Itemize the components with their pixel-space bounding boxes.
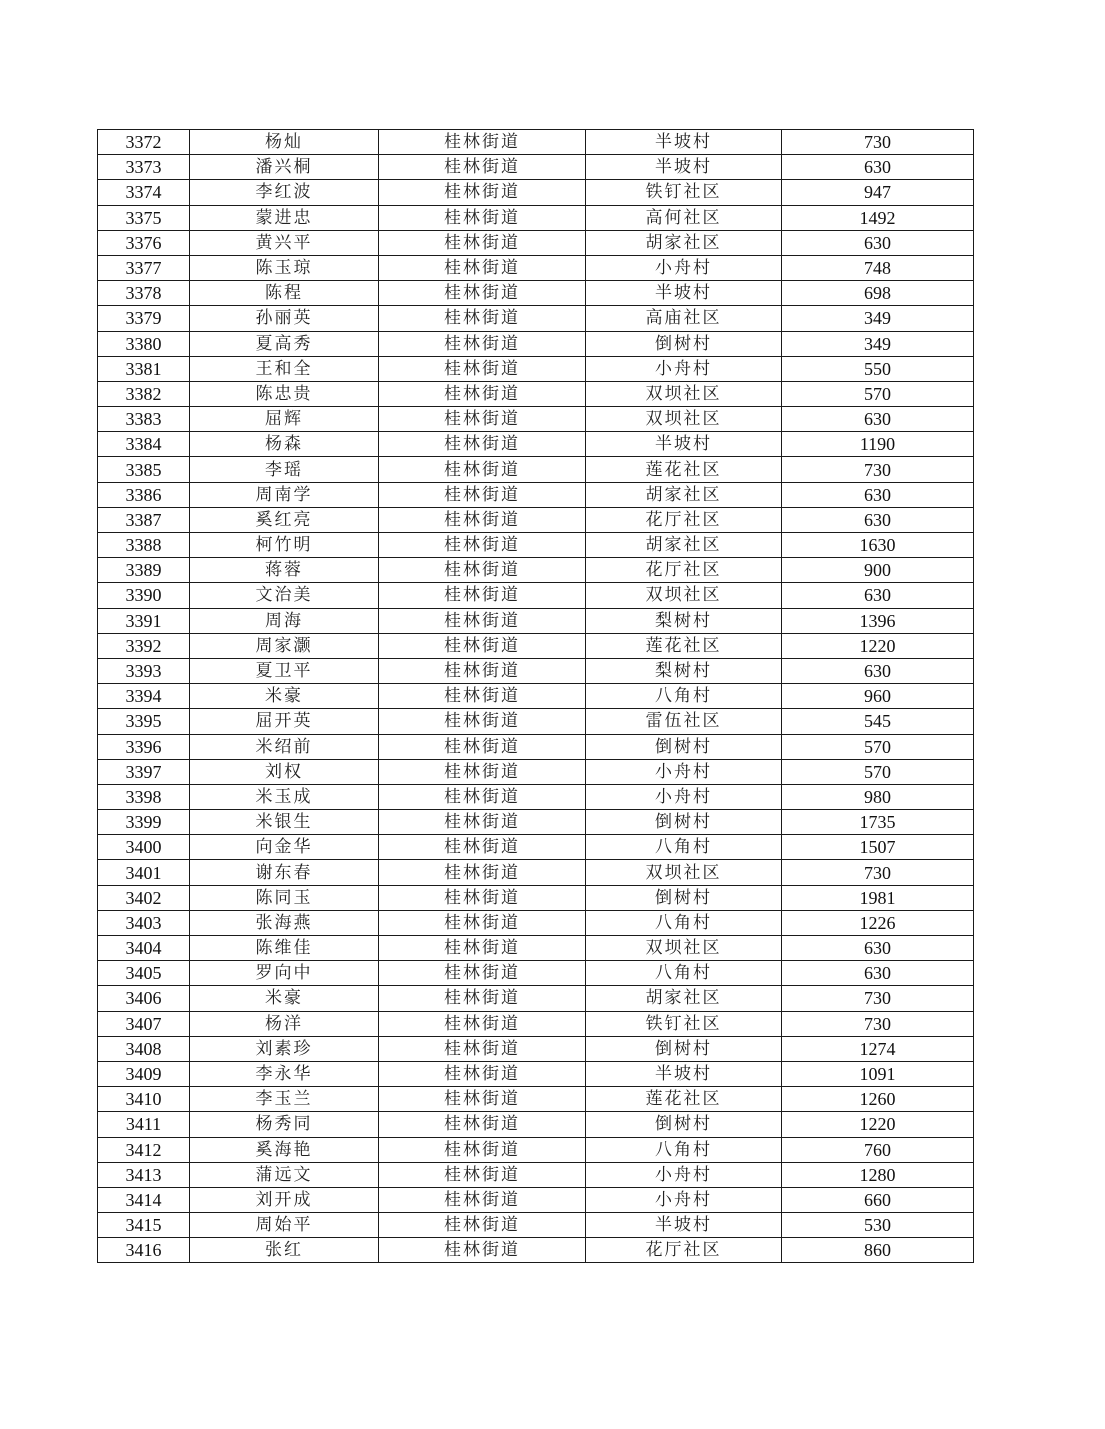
amount-cell: 630 — [782, 482, 974, 507]
village-cell: 莲花社区 — [586, 457, 782, 482]
village-cell: 铁钉社区 — [586, 180, 782, 205]
table-row — [98, 1061, 974, 1086]
street-cell: 桂林街道 — [379, 784, 586, 809]
village-cell: 倒树村 — [586, 734, 782, 759]
village-cell: 双坝社区 — [586, 583, 782, 608]
village-cell: 八角村 — [586, 1137, 782, 1162]
village-cell: 花厅社区 — [586, 558, 782, 583]
village-cell: 半坡村 — [586, 432, 782, 457]
street-cell: 桂林街道 — [379, 1112, 586, 1137]
row-number-cell: 3394 — [98, 684, 190, 709]
street-cell: 桂林街道 — [379, 331, 586, 356]
row-number-cell: 3395 — [98, 709, 190, 734]
table-row — [98, 558, 974, 583]
person-name-cell: 米绍前 — [190, 734, 379, 759]
row-number-cell: 3413 — [98, 1162, 190, 1187]
street-cell: 桂林街道 — [379, 860, 586, 885]
village-cell: 倒树村 — [586, 1112, 782, 1137]
amount-cell: 947 — [782, 180, 974, 205]
amount-cell: 630 — [782, 507, 974, 532]
village-cell: 花厅社区 — [586, 1238, 782, 1263]
table-row — [98, 709, 974, 734]
street-cell: 桂林街道 — [379, 709, 586, 734]
village-cell: 双坝社区 — [586, 936, 782, 961]
village-cell: 双坝社区 — [586, 407, 782, 432]
table-row — [98, 331, 974, 356]
amount-cell: 1091 — [782, 1061, 974, 1086]
amount-cell: 630 — [782, 583, 974, 608]
village-cell: 小舟村 — [586, 356, 782, 381]
table-row — [98, 784, 974, 809]
table-row — [98, 1112, 974, 1137]
table-row — [98, 885, 974, 910]
table-row — [98, 986, 974, 1011]
person-name-cell: 奚海艳 — [190, 1137, 379, 1162]
street-cell: 桂林街道 — [379, 180, 586, 205]
table-row — [98, 961, 974, 986]
person-name-cell: 陈玉琼 — [190, 255, 379, 280]
village-cell: 小舟村 — [586, 759, 782, 784]
street-cell: 桂林街道 — [379, 281, 586, 306]
amount-cell: 960 — [782, 684, 974, 709]
row-number-cell: 3390 — [98, 583, 190, 608]
row-number-cell: 3414 — [98, 1187, 190, 1212]
amount-cell: 1735 — [782, 810, 974, 835]
street-cell: 桂林街道 — [379, 1137, 586, 1162]
amount-cell: 630 — [782, 961, 974, 986]
person-name-cell: 周家灏 — [190, 633, 379, 658]
table-row — [98, 306, 974, 331]
row-number-cell: 3411 — [98, 1112, 190, 1137]
row-number-cell: 3399 — [98, 810, 190, 835]
table-row — [98, 583, 974, 608]
street-cell: 桂林街道 — [379, 482, 586, 507]
row-number-cell: 3416 — [98, 1238, 190, 1263]
amount-cell: 570 — [782, 381, 974, 406]
row-number-cell: 3373 — [98, 155, 190, 180]
amount-cell: 1630 — [782, 533, 974, 558]
person-name-cell: 蒲远文 — [190, 1162, 379, 1187]
amount-cell: 980 — [782, 784, 974, 809]
street-cell: 桂林街道 — [379, 936, 586, 961]
roster-table — [97, 129, 974, 1263]
village-cell: 半坡村 — [586, 130, 782, 155]
table-row — [98, 130, 974, 155]
village-cell: 胡家社区 — [586, 482, 782, 507]
village-cell: 双坝社区 — [586, 860, 782, 885]
village-cell: 小舟村 — [586, 1187, 782, 1212]
person-name-cell: 李玉兰 — [190, 1087, 379, 1112]
table-row — [98, 1087, 974, 1112]
village-cell: 胡家社区 — [586, 986, 782, 1011]
person-name-cell: 奚红亮 — [190, 507, 379, 532]
table-row — [98, 633, 974, 658]
village-cell: 梨树村 — [586, 608, 782, 633]
table-row — [98, 255, 974, 280]
row-number-cell: 3377 — [98, 255, 190, 280]
row-number-cell: 3415 — [98, 1213, 190, 1238]
street-cell: 桂林街道 — [379, 155, 586, 180]
street-cell: 桂林街道 — [379, 507, 586, 532]
person-name-cell: 周始平 — [190, 1213, 379, 1238]
street-cell: 桂林街道 — [379, 1238, 586, 1263]
amount-cell: 570 — [782, 759, 974, 784]
table-row — [98, 734, 974, 759]
street-cell: 桂林街道 — [379, 608, 586, 633]
row-number-cell: 3375 — [98, 205, 190, 230]
village-cell: 八角村 — [586, 835, 782, 860]
table-row — [98, 205, 974, 230]
row-number-cell: 3386 — [98, 482, 190, 507]
amount-cell: 698 — [782, 281, 974, 306]
street-cell: 桂林街道 — [379, 533, 586, 558]
street-cell: 桂林街道 — [379, 583, 586, 608]
amount-cell: 900 — [782, 558, 974, 583]
street-cell: 桂林街道 — [379, 130, 586, 155]
person-name-cell: 屈开英 — [190, 709, 379, 734]
amount-cell: 1492 — [782, 205, 974, 230]
person-name-cell: 蒙进忠 — [190, 205, 379, 230]
street-cell: 桂林街道 — [379, 1213, 586, 1238]
street-cell: 桂林街道 — [379, 1011, 586, 1036]
table-row — [98, 381, 974, 406]
amount-cell: 860 — [782, 1238, 974, 1263]
village-cell: 莲花社区 — [586, 633, 782, 658]
person-name-cell: 陈同玉 — [190, 885, 379, 910]
table-row — [98, 1238, 974, 1263]
row-number-cell: 3398 — [98, 784, 190, 809]
street-cell: 桂林街道 — [379, 407, 586, 432]
row-number-cell: 3404 — [98, 936, 190, 961]
amount-cell: 349 — [782, 306, 974, 331]
row-number-cell: 3388 — [98, 533, 190, 558]
street-cell: 桂林街道 — [379, 306, 586, 331]
village-cell: 倒树村 — [586, 810, 782, 835]
person-name-cell: 张红 — [190, 1238, 379, 1263]
amount-cell: 630 — [782, 230, 974, 255]
street-cell: 桂林街道 — [379, 986, 586, 1011]
amount-cell: 730 — [782, 130, 974, 155]
village-cell: 半坡村 — [586, 281, 782, 306]
table-row — [98, 356, 974, 381]
village-cell: 高庙社区 — [586, 306, 782, 331]
street-cell: 桂林街道 — [379, 1162, 586, 1187]
village-cell: 胡家社区 — [586, 230, 782, 255]
amount-cell: 1981 — [782, 885, 974, 910]
amount-cell: 730 — [782, 1011, 974, 1036]
village-cell: 半坡村 — [586, 1213, 782, 1238]
person-name-cell: 文治美 — [190, 583, 379, 608]
row-number-cell: 3383 — [98, 407, 190, 432]
street-cell: 桂林街道 — [379, 1187, 586, 1212]
row-number-cell: 3376 — [98, 230, 190, 255]
amount-cell: 1190 — [782, 432, 974, 457]
amount-cell: 730 — [782, 860, 974, 885]
street-cell: 桂林街道 — [379, 1061, 586, 1086]
person-name-cell: 米玉成 — [190, 784, 379, 809]
person-name-cell: 陈程 — [190, 281, 379, 306]
village-cell: 半坡村 — [586, 1061, 782, 1086]
table-row — [98, 407, 974, 432]
village-cell: 雷伍社区 — [586, 709, 782, 734]
amount-cell: 730 — [782, 986, 974, 1011]
village-cell: 八角村 — [586, 684, 782, 709]
amount-cell: 1220 — [782, 633, 974, 658]
person-name-cell: 夏高秀 — [190, 331, 379, 356]
person-name-cell: 李永华 — [190, 1061, 379, 1086]
row-number-cell: 3379 — [98, 306, 190, 331]
amount-cell: 630 — [782, 936, 974, 961]
street-cell: 桂林街道 — [379, 230, 586, 255]
table-row — [98, 684, 974, 709]
row-number-cell: 3378 — [98, 281, 190, 306]
person-name-cell: 谢东春 — [190, 860, 379, 885]
amount-cell: 349 — [782, 331, 974, 356]
person-name-cell: 米豪 — [190, 986, 379, 1011]
street-cell: 桂林街道 — [379, 356, 586, 381]
village-cell: 铁钉社区 — [586, 1011, 782, 1036]
person-name-cell: 杨洋 — [190, 1011, 379, 1036]
person-name-cell: 孙丽英 — [190, 306, 379, 331]
table-row — [98, 835, 974, 860]
row-number-cell: 3396 — [98, 734, 190, 759]
table-row — [98, 1187, 974, 1212]
street-cell: 桂林街道 — [379, 961, 586, 986]
person-name-cell: 屈辉 — [190, 407, 379, 432]
row-number-cell: 3412 — [98, 1137, 190, 1162]
street-cell: 桂林街道 — [379, 734, 586, 759]
amount-cell: 545 — [782, 709, 974, 734]
table-row — [98, 230, 974, 255]
person-name-cell: 周南学 — [190, 482, 379, 507]
person-name-cell: 杨灿 — [190, 130, 379, 155]
village-cell: 倒树村 — [586, 331, 782, 356]
row-number-cell: 3387 — [98, 507, 190, 532]
amount-cell: 1396 — [782, 608, 974, 633]
table-row — [98, 608, 974, 633]
street-cell: 桂林街道 — [379, 810, 586, 835]
amount-cell: 1274 — [782, 1036, 974, 1061]
street-cell: 桂林街道 — [379, 457, 586, 482]
village-cell: 花厅社区 — [586, 507, 782, 532]
table-row — [98, 457, 974, 482]
table-row — [98, 936, 974, 961]
table-row — [98, 810, 974, 835]
table-row — [98, 507, 974, 532]
table-row — [98, 759, 974, 784]
person-name-cell: 向金华 — [190, 835, 379, 860]
row-number-cell: 3384 — [98, 432, 190, 457]
table-row — [98, 533, 974, 558]
street-cell: 桂林街道 — [379, 910, 586, 935]
village-cell: 倒树村 — [586, 885, 782, 910]
person-name-cell: 李瑶 — [190, 457, 379, 482]
person-name-cell: 米银生 — [190, 810, 379, 835]
amount-cell: 530 — [782, 1213, 974, 1238]
person-name-cell: 陈忠贵 — [190, 381, 379, 406]
amount-cell: 630 — [782, 658, 974, 683]
roster-table-body — [98, 130, 974, 1263]
person-name-cell: 夏卫平 — [190, 658, 379, 683]
street-cell: 桂林街道 — [379, 1087, 586, 1112]
street-cell: 桂林街道 — [379, 759, 586, 784]
person-name-cell: 李红波 — [190, 180, 379, 205]
amount-cell: 570 — [782, 734, 974, 759]
table-row — [98, 1036, 974, 1061]
row-number-cell: 3372 — [98, 130, 190, 155]
row-number-cell: 3403 — [98, 910, 190, 935]
amount-cell: 760 — [782, 1137, 974, 1162]
table-row — [98, 180, 974, 205]
row-number-cell: 3405 — [98, 961, 190, 986]
person-name-cell: 米豪 — [190, 684, 379, 709]
person-name-cell: 刘开成 — [190, 1187, 379, 1212]
amount-cell: 1226 — [782, 910, 974, 935]
person-name-cell: 蒋蓉 — [190, 558, 379, 583]
village-cell: 小舟村 — [586, 255, 782, 280]
row-number-cell: 3382 — [98, 381, 190, 406]
person-name-cell: 陈维佳 — [190, 936, 379, 961]
row-number-cell: 3401 — [98, 860, 190, 885]
street-cell: 桂林街道 — [379, 205, 586, 230]
table-row — [98, 482, 974, 507]
amount-cell: 630 — [782, 407, 974, 432]
table-row — [98, 658, 974, 683]
amount-cell: 550 — [782, 356, 974, 381]
person-name-cell: 张海燕 — [190, 910, 379, 935]
table-row — [98, 1213, 974, 1238]
row-number-cell: 3406 — [98, 986, 190, 1011]
amount-cell: 1260 — [782, 1087, 974, 1112]
street-cell: 桂林街道 — [379, 835, 586, 860]
village-cell: 八角村 — [586, 961, 782, 986]
row-number-cell: 3400 — [98, 835, 190, 860]
row-number-cell: 3385 — [98, 457, 190, 482]
person-name-cell: 潘兴桐 — [190, 155, 379, 180]
row-number-cell: 3380 — [98, 331, 190, 356]
person-name-cell: 罗向中 — [190, 961, 379, 986]
street-cell: 桂林街道 — [379, 633, 586, 658]
amount-cell: 660 — [782, 1187, 974, 1212]
village-cell: 胡家社区 — [586, 533, 782, 558]
row-number-cell: 3381 — [98, 356, 190, 381]
row-number-cell: 3391 — [98, 608, 190, 633]
street-cell: 桂林街道 — [379, 558, 586, 583]
village-cell: 小舟村 — [586, 784, 782, 809]
street-cell: 桂林街道 — [379, 684, 586, 709]
amount-cell: 1280 — [782, 1162, 974, 1187]
street-cell: 桂林街道 — [379, 381, 586, 406]
row-number-cell: 3393 — [98, 658, 190, 683]
table-row — [98, 155, 974, 180]
row-number-cell: 3402 — [98, 885, 190, 910]
table-row — [98, 860, 974, 885]
street-cell: 桂林街道 — [379, 885, 586, 910]
table-row — [98, 910, 974, 935]
table-row — [98, 1137, 974, 1162]
village-cell: 半坡村 — [586, 155, 782, 180]
person-name-cell: 刘素珍 — [190, 1036, 379, 1061]
row-number-cell: 3374 — [98, 180, 190, 205]
person-name-cell: 刘权 — [190, 759, 379, 784]
person-name-cell: 杨秀同 — [190, 1112, 379, 1137]
village-cell: 双坝社区 — [586, 381, 782, 406]
street-cell: 桂林街道 — [379, 432, 586, 457]
row-number-cell: 3407 — [98, 1011, 190, 1036]
row-number-cell: 3410 — [98, 1087, 190, 1112]
table-row — [98, 281, 974, 306]
amount-cell: 1220 — [782, 1112, 974, 1137]
person-name-cell: 王和全 — [190, 356, 379, 381]
amount-cell: 630 — [782, 155, 974, 180]
table-row — [98, 1162, 974, 1187]
person-name-cell: 杨森 — [190, 432, 379, 457]
amount-cell: 1507 — [782, 835, 974, 860]
table-row — [98, 432, 974, 457]
person-name-cell: 周海 — [190, 608, 379, 633]
row-number-cell: 3397 — [98, 759, 190, 784]
street-cell: 桂林街道 — [379, 255, 586, 280]
village-cell: 八角村 — [586, 910, 782, 935]
village-cell: 高何社区 — [586, 205, 782, 230]
person-name-cell: 黄兴平 — [190, 230, 379, 255]
village-cell: 小舟村 — [586, 1162, 782, 1187]
row-number-cell: 3409 — [98, 1061, 190, 1086]
row-number-cell: 3392 — [98, 633, 190, 658]
row-number-cell: 3389 — [98, 558, 190, 583]
street-cell: 桂林街道 — [379, 658, 586, 683]
table-row — [98, 1011, 974, 1036]
village-cell: 倒树村 — [586, 1036, 782, 1061]
row-number-cell: 3408 — [98, 1036, 190, 1061]
person-name-cell: 柯竹明 — [190, 533, 379, 558]
amount-cell: 730 — [782, 457, 974, 482]
street-cell: 桂林街道 — [379, 1036, 586, 1061]
village-cell: 莲花社区 — [586, 1087, 782, 1112]
amount-cell: 748 — [782, 255, 974, 280]
village-cell: 梨树村 — [586, 658, 782, 683]
